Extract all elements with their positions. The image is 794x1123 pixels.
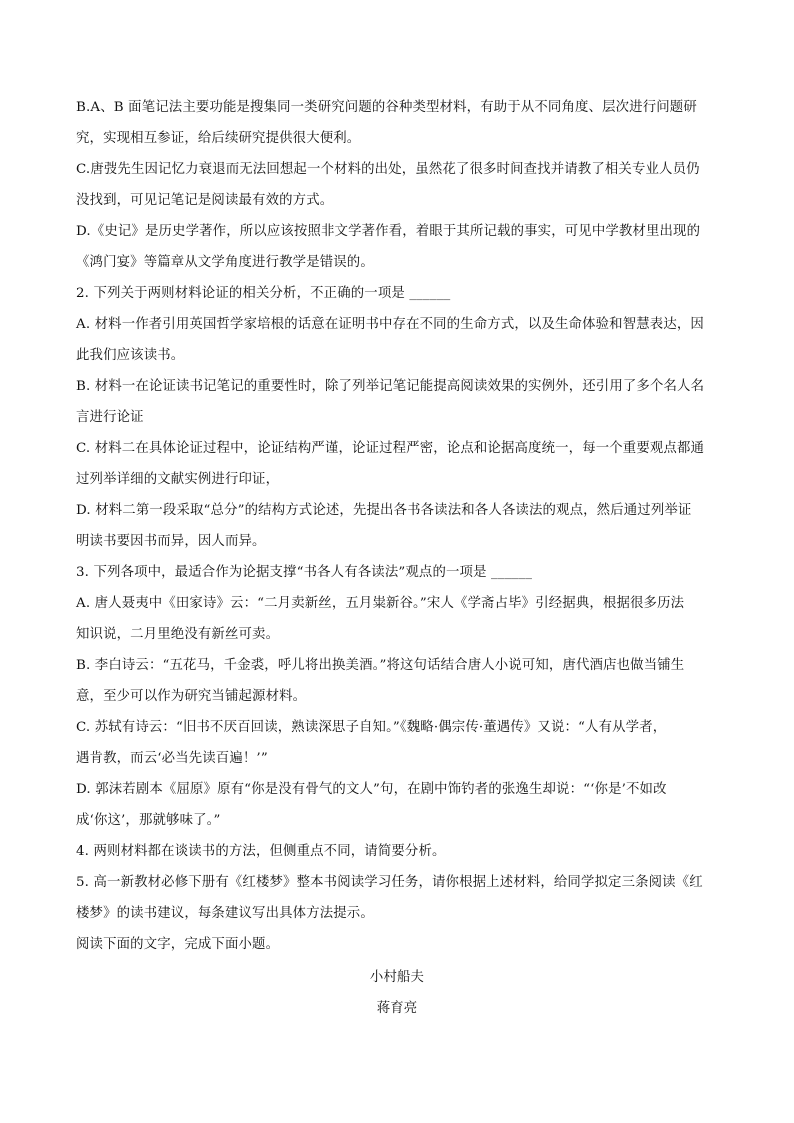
q2-option-a-line1: A. 材料一作者引用英国哲学家培根的话意在证明书中存在不同的生命方式，以及生命体验和智慧表达，因 xyxy=(76,317,704,332)
q2-option-c-line2: 过列举详细的文献实例进行印证， xyxy=(76,472,280,487)
q2-option-b-line1: B. 材料一在论证读书记笔记的重要性时，除了列举记笔记能提高阅读效果的实例外，还引用了多个名人名 xyxy=(76,379,705,394)
q2-option-c-line1: C. 材料二在具体论证过程中，论证结构严谨，论证过程严密，论点和论据高度统一，每一个重要观点都通 xyxy=(76,441,705,456)
document-page xyxy=(76,92,718,1024)
q3-option-d-line2: 成‘你这’，那就够味了。” xyxy=(76,813,221,828)
q2-option-d-line1: D. 材料二第一段采取“总分”的结构方式论述，先提出各书各读法和各人各读法的观点，然后通过列举证 xyxy=(76,503,692,518)
q1-option-b-line1: B.A、B 面笔记法主要功能是搜集同一类研究问题的谷种类型材料，有助于从不同角度、层次进行问题研 xyxy=(76,100,697,115)
q1-option-d-line2: 《鸿门宴》等篇章从文学角度进行教学是错误的。 xyxy=(76,255,374,270)
q3-stem: 3. 下列各项中，最适合作为论据支撑“书各人有各读法”观点的一项是 ______ xyxy=(76,565,533,580)
q2-option-b-line2: 言进行论证 xyxy=(76,410,144,425)
q3-option-c-line1: C. 苏轼有诗云：“旧书不厌百回读，熟读深思子自知。”《魏略·偶宗传·董遇传》又说：“人有从学者， xyxy=(76,720,667,735)
q3-option-d-line1: D. 郭沫若剧本《屈原》原有“你是没有骨气的文人”句，在剧中饰钓者的张逸生却说：“‘你是’不如改 xyxy=(76,782,667,797)
passage-author: 蒋育亮 xyxy=(376,1001,418,1016)
q1-option-d-line1: D.《史记》是历史学著作，所以应该按照非文学著作看，着眼于其所记载的事实，可见中学教材里出现的 xyxy=(76,224,701,239)
q3-option-a-line1: A. 唐人聂夷中《田家诗》云：“二月卖新丝，五月粜新谷。”宋人《学斋占毕》引经据典，根据很多历法 xyxy=(76,596,685,611)
q4-stem: 4. 两则材料都在谈读书的方法，但侧重点不同，请简要分析。 xyxy=(76,844,446,859)
q1-option-b-line2: 究，实现相互参证，给后续研究提供很大便利。 xyxy=(76,131,361,146)
q2-option-d-line2: 明读书要因书而异，因人而异。 xyxy=(76,534,266,549)
q3-option-c-line2: 遇肯教，而云‘必当先读百遍！’” xyxy=(76,751,268,766)
q5-stem-line1: 5. 高一新教材必修下册有《红楼梦》整本书阅读学习任务，请你根据上述材料，给同学拟定三条阅读《红 xyxy=(76,875,703,890)
q2-option-a-line2: 此我们应该读书。 xyxy=(76,348,185,363)
passage-title: 小村船夫 xyxy=(369,970,425,985)
reading-instruction: 阅读下面的文字，完成下面小题。 xyxy=(76,937,280,952)
q1-option-c-line1: C.唐弢先生因记忆力衰退而无法回想起一个材料的出处，虽然花了很多时间查找并请教了相关专业人员仍 xyxy=(76,162,700,177)
q1-option-c-line2: 没找到，可见记笔记是阅读最有效的方式。 xyxy=(76,193,334,208)
q5-stem-line2: 楼梦》的读书建议，每条建议写出具体方法提示。 xyxy=(76,906,374,921)
q2-stem: 2. 下列关于两则材料论证的相关分析，不正确的一项是 ______ xyxy=(76,286,451,301)
q3-option-b-line2: 意，至少可以作为研究当铺起源材料。 xyxy=(76,689,307,704)
q3-option-a-line2: 知识说，二月里绝没有新丝可卖。 xyxy=(76,627,280,642)
q3-option-b-line1: B. 李白诗云：“五花马，千金裘，呼儿将出换美酒。”将这句话结合唐人小说可知，唐代酒店也做当铺生 xyxy=(76,658,685,673)
